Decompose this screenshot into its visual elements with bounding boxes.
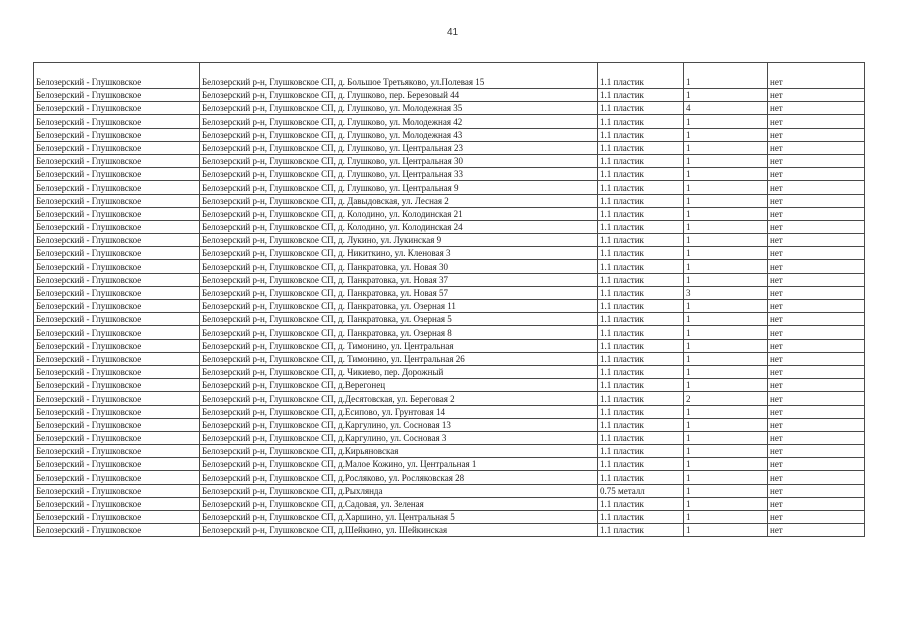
cell-district: Белозерский - Глушковское — [34, 471, 200, 484]
cell-type: 1.1 пластик — [598, 431, 684, 444]
cell-note: нет — [768, 365, 865, 378]
cell-address: Белозерский р-н, Глушковское СП, д.Каргулино, ул. Сосновая 3 — [200, 431, 598, 444]
table-row — [34, 286, 865, 299]
cell-type: 1.1 пластик — [598, 352, 684, 365]
cell-note: нет — [768, 524, 865, 537]
cell-district: Белозерский - Глушковское — [34, 431, 200, 444]
table-row — [34, 418, 865, 431]
cell-district: Белозерский - Глушковское — [34, 207, 200, 220]
table-row — [34, 471, 865, 484]
table-row — [34, 128, 865, 141]
cell-type: 1.1 пластик — [598, 326, 684, 339]
cell-district: Белозерский - Глушковское — [34, 194, 200, 207]
cell-type: 1.1 пластик — [598, 141, 684, 154]
cell-note: нет — [768, 326, 865, 339]
cell-count: 1 — [684, 379, 768, 392]
table-row — [34, 511, 865, 524]
table-row — [34, 89, 865, 102]
cell-district: Белозерский - Глушковское — [34, 128, 200, 141]
cell-count: 1 — [684, 260, 768, 273]
cell-count: 1 — [684, 194, 768, 207]
cell-count: 1 — [684, 471, 768, 484]
table-row — [34, 313, 865, 326]
cell-note: нет — [768, 339, 865, 352]
cell-note: нет — [768, 484, 865, 497]
cell-address: Белозерский р-н, Глушковское СП, д.Кирьяновская — [200, 445, 598, 458]
table-row — [34, 273, 865, 286]
cell-type: 1.1 пластик — [598, 207, 684, 220]
cell-count: 1 — [684, 405, 768, 418]
cell-type: 1.1 пластик — [598, 392, 684, 405]
cell-address: Белозерский р-н, Глушковское СП, д.Харшино, ул. Центральная 5 — [200, 511, 598, 524]
cell-count: 1 — [684, 247, 768, 260]
cell-district: Белозерский - Глушковское — [34, 115, 200, 128]
cell-district: Белозерский - Глушковское — [34, 458, 200, 471]
cell-type: 1.1 пластик — [598, 445, 684, 458]
cell-type: 1.1 пластик — [598, 181, 684, 194]
table-row — [34, 154, 865, 167]
cell-district: Белозерский - Глушковское — [34, 524, 200, 537]
cell-note: нет — [768, 194, 865, 207]
cell-address: Белозерский р-н, Глушковское СП, д.Росляково, ул. Росляковская 28 — [200, 471, 598, 484]
cell-address: Белозерский р-н, Глушковское СП, д.Верегонец — [200, 379, 598, 392]
cell-type: 1.1 пластик — [598, 89, 684, 102]
cell-type: 1.1 пластик — [598, 405, 684, 418]
cell-note: нет — [768, 115, 865, 128]
cell-district: Белозерский - Глушковское — [34, 102, 200, 115]
cell-type: 1.1 пластик — [598, 313, 684, 326]
table-row — [34, 339, 865, 352]
cell-count: 1 — [684, 207, 768, 220]
table-row — [34, 207, 865, 220]
cell-type: 1.1 пластик — [598, 365, 684, 378]
cell-note: нет — [768, 260, 865, 273]
cell-address: Белозерский р-н, Глушковское СП, д.Каргулино, ул. Сосновая 13 — [200, 418, 598, 431]
cell-count: 1 — [684, 313, 768, 326]
cell-note: нет — [768, 497, 865, 510]
cell-address: Белозерский р-н, Глушковское СП, д. Глушково, пер. Березовый 44 — [200, 89, 598, 102]
cell-district: Белозерский - Глушковское — [34, 405, 200, 418]
cell-district: Белозерский - Глушковское — [34, 365, 200, 378]
table-row — [34, 220, 865, 233]
cell-note: нет — [768, 181, 865, 194]
cell-type: 1.1 пластик — [598, 128, 684, 141]
cell-address: Белозерский р-н, Глушковское СП, д. Глушково, ул. Молодежная 43 — [200, 128, 598, 141]
cell-count: 2 — [684, 392, 768, 405]
table-row — [34, 405, 865, 418]
cell-note: нет — [768, 141, 865, 154]
cell-district: Белозерский - Глушковское — [34, 445, 200, 458]
cell-district: Белозерский - Глушковское — [34, 220, 200, 233]
table-row — [34, 168, 865, 181]
cell-count: 1 — [684, 352, 768, 365]
table-row — [34, 484, 865, 497]
cell-note: нет — [768, 431, 865, 444]
cell-count: 3 — [684, 286, 768, 299]
cell-address: Белозерский р-н, Глушковское СП, д. Глушково, ул. Центральная 23 — [200, 141, 598, 154]
cell-address: Белозерский р-н, Глушковское СП, д. Тимонино, ул. Центральная — [200, 339, 598, 352]
cell-count: 1 — [684, 220, 768, 233]
cell-count: 4 — [684, 102, 768, 115]
cell-count: 1 — [684, 484, 768, 497]
cell-count: 1 — [684, 431, 768, 444]
cell-count: 1 — [684, 300, 768, 313]
cell-address: Белозерский р-н, Глушковское СП, д. Глушково, ул. Центральная 33 — [200, 168, 598, 181]
cell-type: 1.1 пластик — [598, 458, 684, 471]
cell-district: Белозерский - Глушковское — [34, 379, 200, 392]
cell-district: Белозерский - Глушковское — [34, 234, 200, 247]
cell-note: нет — [768, 313, 865, 326]
table-row — [34, 247, 865, 260]
table-row — [34, 115, 865, 128]
records-table — [33, 62, 865, 537]
cell-count: 1 — [684, 128, 768, 141]
cell-note: нет — [768, 234, 865, 247]
cell-type: 1.1 пластик — [598, 234, 684, 247]
cell-count: 1 — [684, 181, 768, 194]
cell-address: Белозерский р-н, Глушковское СП, д. Колодино, ул. Колодинская 21 — [200, 207, 598, 220]
cell-district: Белозерский - Глушковское — [34, 154, 200, 167]
cell-district: Белозерский - Глушковское — [34, 326, 200, 339]
cell-district: Белозерский - Глушковское — [34, 181, 200, 194]
cell-district: Белозерский - Глушковское — [34, 247, 200, 260]
records-table-body — [34, 63, 865, 537]
cell-count: 1 — [684, 418, 768, 431]
cell-address: Белозерский р-н, Глушковское СП, д. Панкратовка, ул. Новая 30 — [200, 260, 598, 273]
cell-address: Белозерский р-н, Глушковское СП, д. Глушково, ул. Молодежная 35 — [200, 102, 598, 115]
cell-count: 1 — [684, 273, 768, 286]
cell-note: нет — [768, 445, 865, 458]
cell-district: Белозерский - Глушковское — [34, 313, 200, 326]
cell-address: Белозерский р-н, Глушковское СП, д. Глушково, ул. Молодежная 42 — [200, 115, 598, 128]
cell-note: нет — [768, 458, 865, 471]
cell-count: 1 — [684, 326, 768, 339]
cell-count: 1 — [684, 339, 768, 352]
cell-note: нет — [768, 220, 865, 233]
table-row — [34, 365, 865, 378]
table-row — [34, 141, 865, 154]
cell-address: Белозерский р-н, Глушковское СП, д. Большое Третьяково, ул.Полевая 15 — [200, 63, 598, 89]
table-row — [34, 458, 865, 471]
cell-address: Белозерский р-н, Глушковское СП, д. Панкратовка, ул. Новая 57 — [200, 286, 598, 299]
cell-count: 1 — [684, 168, 768, 181]
table-row — [34, 445, 865, 458]
cell-count: 1 — [684, 141, 768, 154]
cell-type: 0.75 металл — [598, 484, 684, 497]
cell-note: нет — [768, 471, 865, 484]
table-row — [34, 497, 865, 510]
cell-note: нет — [768, 379, 865, 392]
table-row — [34, 431, 865, 444]
cell-note: нет — [768, 168, 865, 181]
cell-type: 1.1 пластик — [598, 339, 684, 352]
cell-type: 1.1 пластик — [598, 300, 684, 313]
cell-note: нет — [768, 300, 865, 313]
cell-district: Белозерский - Глушковское — [34, 286, 200, 299]
cell-note: нет — [768, 207, 865, 220]
cell-address: Белозерский р-н, Глушковское СП, д. Глушково, ул. Центральная 30 — [200, 154, 598, 167]
cell-district: Белозерский - Глушковское — [34, 300, 200, 313]
cell-district: Белозерский - Глушковское — [34, 89, 200, 102]
cell-note: нет — [768, 352, 865, 365]
cell-district: Белозерский - Глушковское — [34, 392, 200, 405]
cell-type: 1.1 пластик — [598, 273, 684, 286]
cell-district: Белозерский - Глушковское — [34, 168, 200, 181]
cell-count: 1 — [684, 524, 768, 537]
cell-address: Белозерский р-н, Глушковское СП, д.Садовая, ул. Зеленая — [200, 497, 598, 510]
table-row — [34, 300, 865, 313]
cell-type: 1.1 пластик — [598, 379, 684, 392]
cell-count: 1 — [684, 365, 768, 378]
cell-address: Белозерский р-н, Глушковское СП, д. Панкратовка, ул. Озерная 5 — [200, 313, 598, 326]
cell-district: Белозерский - Глушковское — [34, 273, 200, 286]
table-row — [34, 352, 865, 365]
cell-note: нет — [768, 511, 865, 524]
cell-count: 1 — [684, 89, 768, 102]
table-row — [34, 194, 865, 207]
cell-address: Белозерский р-н, Глушковское СП, д. Панкратовка, ул. Озерная 8 — [200, 326, 598, 339]
table-row — [34, 392, 865, 405]
cell-district: Белозерский - Глушковское — [34, 484, 200, 497]
cell-type: 1.1 пластик — [598, 247, 684, 260]
cell-count: 1 — [684, 63, 768, 89]
cell-count: 1 — [684, 497, 768, 510]
table-row — [34, 260, 865, 273]
cell-address: Белозерский р-н, Глушковское СП, д. Колодино, ул. Колодинская 24 — [200, 220, 598, 233]
cell-type: 1.1 пластик — [598, 115, 684, 128]
cell-note: нет — [768, 392, 865, 405]
cell-type: 1.1 пластик — [598, 63, 684, 89]
cell-district: Белозерский - Глушковское — [34, 260, 200, 273]
cell-type: 1.1 пластик — [598, 286, 684, 299]
table-row — [34, 102, 865, 115]
cell-note: нет — [768, 286, 865, 299]
cell-type: 1.1 пластик — [598, 497, 684, 510]
cell-address: Белозерский р-н, Глушковское СП, д. Лукино, ул. Лукинская 9 — [200, 234, 598, 247]
cell-note: нет — [768, 102, 865, 115]
cell-address: Белозерский р-н, Глушковское СП, д. Панкратовка, ул. Новая 37 — [200, 273, 598, 286]
cell-type: 1.1 пластик — [598, 418, 684, 431]
cell-type: 1.1 пластик — [598, 511, 684, 524]
table-row — [34, 234, 865, 247]
table-row — [34, 524, 865, 537]
cell-count: 1 — [684, 115, 768, 128]
cell-district: Белозерский - Глушковское — [34, 141, 200, 154]
cell-type: 1.1 пластик — [598, 154, 684, 167]
cell-note: нет — [768, 89, 865, 102]
cell-count: 1 — [684, 458, 768, 471]
table-row — [34, 379, 865, 392]
cell-type: 1.1 пластик — [598, 260, 684, 273]
cell-note: нет — [768, 273, 865, 286]
cell-address: Белозерский р-н, Глушковское СП, д. Давыдовская, ул. Лесная 2 — [200, 194, 598, 207]
cell-address: Белозерский р-н, Глушковское СП, д.Десятовская, ул. Береговая 2 — [200, 392, 598, 405]
cell-count: 1 — [684, 511, 768, 524]
cell-district: Белозерский - Глушковское — [34, 63, 200, 89]
cell-note: нет — [768, 247, 865, 260]
cell-address: Белозерский р-н, Глушковское СП, д. Панкратовка, ул. Озерная 11 — [200, 300, 598, 313]
cell-address: Белозерский р-н, Глушковское СП, д. Глушково, ул. Центральная 9 — [200, 181, 598, 194]
cell-district: Белозерский - Глушковское — [34, 418, 200, 431]
cell-district: Белозерский - Глушковское — [34, 497, 200, 510]
cell-address: Белозерский р-н, Глушковское СП, д.Есипово, ул. Грунтовая 14 — [200, 405, 598, 418]
page-number: 41 — [446, 27, 459, 38]
cell-type: 1.1 пластик — [598, 220, 684, 233]
cell-address: Белозерский р-н, Глушковское СП, д. Тимонино, ул. Центральная 26 — [200, 352, 598, 365]
cell-note: нет — [768, 405, 865, 418]
cell-type: 1.1 пластик — [598, 471, 684, 484]
cell-district: Белозерский - Глушковское — [34, 511, 200, 524]
cell-district: Белозерский - Глушковское — [34, 339, 200, 352]
cell-note: нет — [768, 154, 865, 167]
cell-count: 1 — [684, 234, 768, 247]
cell-district: Белозерский - Глушковское — [34, 352, 200, 365]
cell-type: 1.1 пластик — [598, 168, 684, 181]
cell-address: Белозерский р-н, Глушковское СП, д.Рыхлянда — [200, 484, 598, 497]
cell-note: нет — [768, 418, 865, 431]
cell-count: 1 — [684, 445, 768, 458]
cell-type: 1.1 пластик — [598, 524, 684, 537]
cell-address: Белозерский р-н, Глушковское СП, д.Шейкино, ул. Шейкинская — [200, 524, 598, 537]
cell-type: 1.1 пластик — [598, 194, 684, 207]
table-row — [34, 326, 865, 339]
cell-address: Белозерский р-н, Глушковское СП, д.Малое Кожино, ул. Центральная 1 — [200, 458, 598, 471]
cell-note: нет — [768, 63, 865, 89]
cell-type: 1.1 пластик — [598, 102, 684, 115]
cell-address: Белозерский р-н, Глушковское СП, д. Чикиево, пер. Дорожный — [200, 365, 598, 378]
table-row — [34, 181, 865, 194]
table-row — [34, 63, 865, 89]
cell-note: нет — [768, 128, 865, 141]
cell-address: Белозерский р-н, Глушковское СП, д. Никиткино, ул. Кленовая 3 — [200, 247, 598, 260]
cell-count: 1 — [684, 154, 768, 167]
